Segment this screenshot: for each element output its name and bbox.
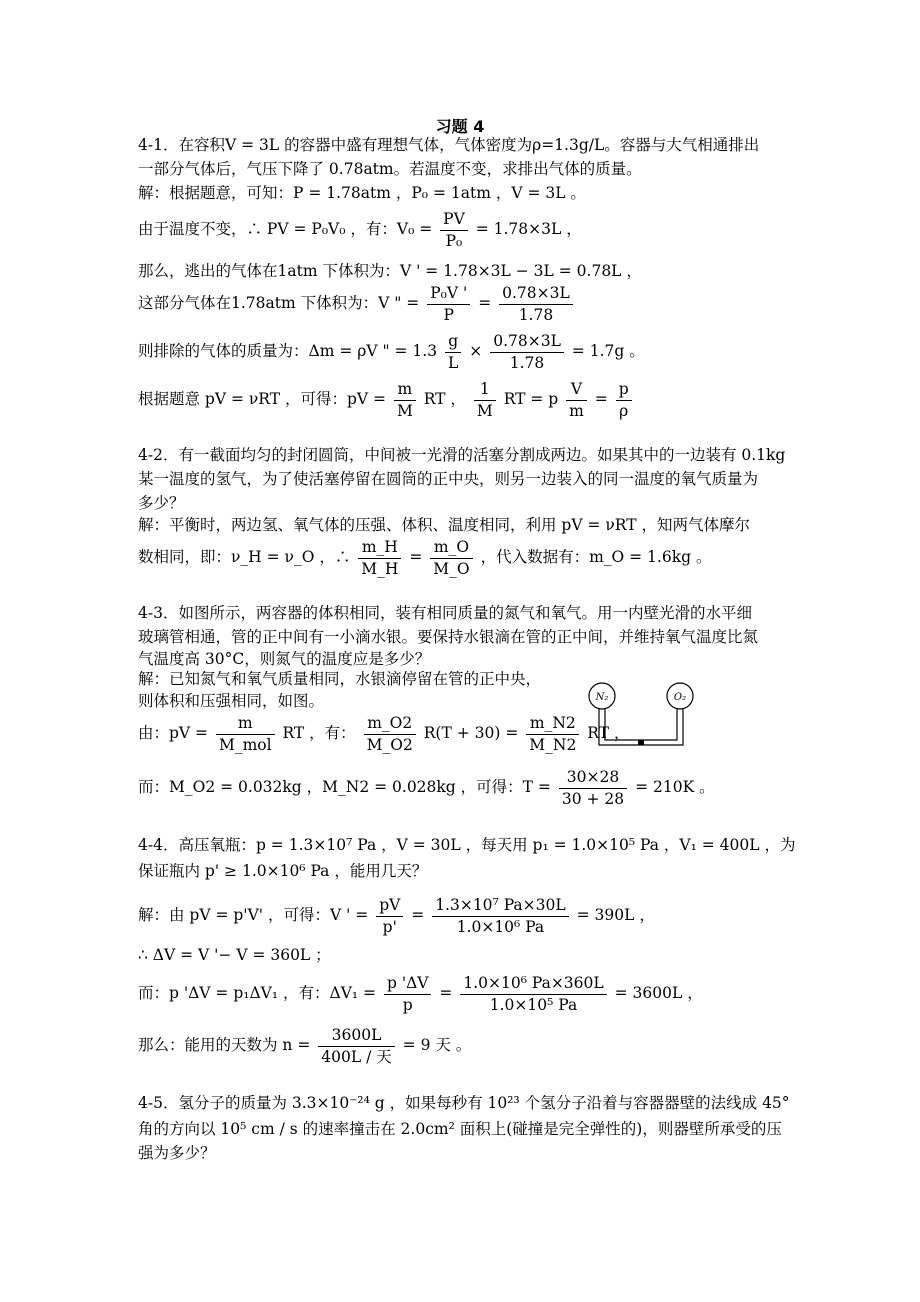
fraction: $\frac{V}{m}$ (566, 380, 587, 420)
solution-4-1-line-2: 由于温度不变，∴ PV = P₀V₀ ，有：V₀ = $\frac{PV}{\text{P₀}}$ = 1.78×3L ， (138, 210, 582, 250)
problem-4-4-text-1: 4-4．高压氧瓶：p = 1.3×10⁷ Pa ，V = 30L ，每天用 p₁ = 1.0×10⁵ Pa ，V₁ = 400L ，为 (138, 836, 796, 854)
solution-4-4-line-3: 而：p 'ΔV = p₁ΔV₁ ，有：ΔV₁ = $\frac{p '\Delta V}{p}$ = $\frac{\text{1.0×10⁶ Pa×360L}}{\text{1.0×10⁵ Pa}}$ = 3600L ， (138, 974, 703, 1014)
solution-4-1-line-3: 那么，逃出的气体在1atm 下体积为：V ' = 1.78×3L − 3L = 0.78L ， (138, 262, 642, 280)
solution-4-3-line-4: 而：M_O2 = 0.032kg ，M_N2 = 0.028kg ，可得：T = $\frac{30\times 28}{30 + 28}$ = 210K 。 (138, 768, 715, 808)
fraction: $\frac{g}{L}$ (445, 332, 461, 372)
fraction: $\frac{pV}{p'}$ (376, 896, 403, 936)
fraction: $\frac{30\times 28}{30 + 28}$ (559, 768, 627, 808)
problem-4-5-text-1: 4-5．氢分子的质量为 3.3×10⁻²⁴ g ，如果每秒有 10²³ 个氢分子沿着与容器器壁的法线成 45° (138, 1094, 790, 1112)
fraction: $\frac{\text{1.3×10⁷ Pa×30L}}{\text{1.0×10⁶ Pa}}$ (432, 896, 568, 936)
nitrogen-label: N₂ (595, 692, 609, 703)
fraction: $\frac{3600L}{\text{400L / 天}}$ (318, 1026, 394, 1066)
problem-4-5-text-3: 强为多少？ (138, 1144, 216, 1162)
page-title: 习题 4 (435, 117, 485, 136)
problem-4-5-text-2: 角的方向以 10⁵ cm / s 的速率撞击在 2.0cm² 面积上(碰撞是完全弹性的)，则器壁所承受的压 (138, 1120, 782, 1138)
problem-4-4-text-2: 保证瓶内 p' ≥ 1.0×10⁶ Pa ，能用几天？ (138, 862, 428, 880)
fraction: $\frac{1}{M}$ (474, 380, 496, 420)
solution-4-3-line-1: 解：已知氮气和氧气质量相同，水银滴停留在管的正中央， (138, 670, 542, 688)
solution-4-2-line-2: 数相同，即：ν_H = ν_O ，∴ $\frac{m\_H}{M\_H}$ = $\frac{m\_O}{M\_O}$ ，代入数据有：m_O = 1.6kg 。 (138, 538, 712, 578)
fraction: $\frac{0.78\times 3L}{1.78}$ (499, 284, 573, 324)
fraction: $\frac{m\_N2}{M\_N2}$ (526, 714, 579, 754)
problem-4-3-text-3: 气温度高 30°C，则氮气的温度应是多少？ (138, 650, 431, 668)
problem-4-1-text-1: 4-1．在容积V = 3L 的容器中盛有理想气体，气体密度为ρ=1.3g/L。容器与大气相通排出 (138, 136, 760, 154)
problem-4-3-text-1: 4-3．如图所示，两容器的体积相同，装有相同质量的氮气和氧气。用一内壁光滑的水平细 (138, 604, 752, 622)
solution-4-4-line-2: ∴ ΔV = V '− V = 360L ； (138, 946, 331, 964)
problem-4-2-text-3: 多少？ (138, 494, 185, 512)
fraction: $\frac{\text{1.0×10⁶ Pa×360L}}{\text{1.0×10⁵ Pa}}$ (460, 974, 606, 1014)
fraction: $\frac{m\_O2}{M\_O2}$ (364, 714, 416, 754)
solution-4-3-line-2: 则体积和压强相同，如图。 (138, 692, 325, 710)
fraction: $\frac{0.78\times 3L}{1.78}$ (490, 332, 564, 372)
fraction: $\frac{m\_H}{M\_H}$ (358, 538, 401, 578)
problem-4-2-text-2: 某一温度的氢气，为了使活塞停留在圆筒的正中央，则另一边装入的同一温度的氧气质量为 (138, 470, 759, 488)
solution-4-4-line-4: 那么：能用的天数为 n = $\frac{3600L}{\text{400L / 天}}$ = 9 天 。 (138, 1026, 472, 1066)
fraction: $\frac{m}{M}$ (394, 380, 416, 420)
problem-4-2-text-1: 4-2．有一截面均匀的封闭圆筒，中间被一光滑的活塞分割成两边。如果其中的一边装有 0.1kg (138, 446, 786, 464)
fraction: $\frac{p}{\rho}$ (616, 380, 632, 420)
mercury-drop (638, 740, 644, 745)
fraction: $\frac{PV}{\text{P₀}}$ (440, 210, 468, 250)
solution-4-1-line-5: 则排除的气体的质量为：Δm = ρV " = 1.3 $\frac{g}{L}$ × $\frac{0.78\times 3L}{1.78}$ = 1.7g 。 (138, 332, 645, 372)
solution-4-1-line-4: 这部分气体在1.78atm 下体积为：V " = $\frac{\text{P₀V '}}{P}$ = $\frac{0.78\times 3L}{1.78}$ (138, 284, 576, 324)
oxygen-label: O₂ (673, 692, 687, 703)
solution-4-2-line-1: 解：平衡时，两边氢、氧气体的压强、体积、温度相同，利用 pV = νRT ，知两气体摩尔 (138, 516, 750, 534)
fraction: $\frac{\text{P₀V '}}{P}$ (427, 284, 470, 324)
gas-containers-diagram (580, 678, 695, 750)
problem-4-1-text-2: 一部分气体后，气压下降了 0.78atm。若温度不变，求排出气体的质量。 (138, 160, 642, 178)
solution-4-1-line-6: 根据题意 pV = νRT ，可得：pV = $\frac{m}{M}$ RT ， $\frac{1}{M}$ RT = p $\frac{V}{m}$ = $\frac{p}{\rho}$ (138, 380, 635, 420)
solution-4-3-line-3: 由：pV = $\frac{m}{\text{M\_mol}}$ RT ，有： $\frac{m\_O2}{M\_O2}$ R(T + 30) = $\frac{m\_N2}{M\_N2}$ RT ， (138, 714, 630, 754)
solution-4-1-line-1: 解：根据题意，可知：P = 1.78atm ，P₀ = 1atm ，V = 3L 。 (138, 184, 586, 202)
solution-4-4-line-1: 解：由 pV = p'V' ，可得：V ' = $\frac{pV}{p'}$ = $\frac{\text{1.3×10⁷ Pa×30L}}{\text{1.0×10⁶ Pa}}$ = 390L ， (138, 896, 655, 936)
fraction: $\frac{m}{\text{M\_mol}}$ (216, 714, 275, 754)
glass-tube-inner (605, 709, 677, 740)
fraction: $\frac{m\_O}{M\_O}$ (430, 538, 472, 578)
problem-4-3-text-2: 玻璃管相通，管的正中间有一小滴水银。要保持水银滴在管的正中间，并维持氧气温度比氮 (138, 628, 759, 646)
fraction: $\frac{p '\Delta V}{p}$ (384, 974, 432, 1014)
